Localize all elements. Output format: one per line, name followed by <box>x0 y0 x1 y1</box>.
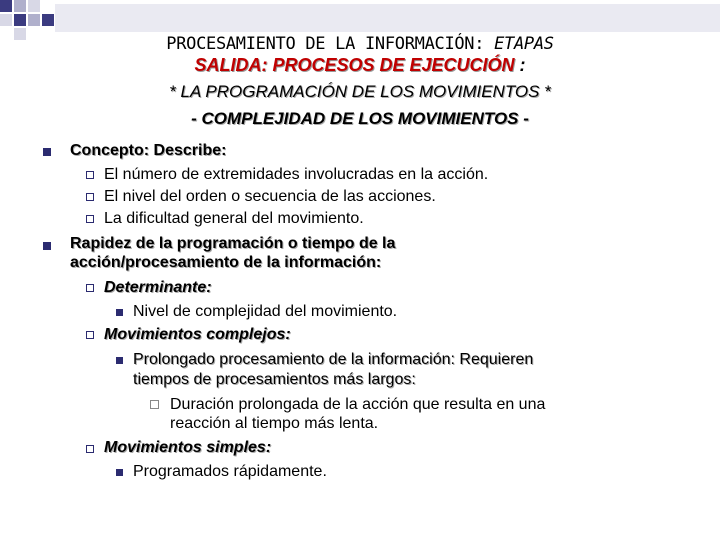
hollow-square-bullet-icon <box>86 445 94 453</box>
heading-programacion: * LA PROGRAMACIÓN DE LOS MOVIMIENTOS * <box>169 82 551 101</box>
hollow-square-bullet-icon <box>86 215 94 223</box>
square-bullet-icon <box>43 242 51 250</box>
deco-square <box>42 14 54 26</box>
complejos-sub-line-1: Duración prolongada de la acción que resulta en una <box>170 396 546 413</box>
deco-square <box>28 14 40 26</box>
hollow-square-bullet-icon <box>86 284 94 292</box>
subtitle-text: SALIDA: PROCESOS DE EJECUCIÓN <box>194 55 515 75</box>
hollow-square-bullet-icon <box>86 193 94 201</box>
deco-square <box>14 14 26 26</box>
concepto-item-1: El número de extremidades involucradas en la acción. <box>104 166 489 183</box>
hollow-square-bullet-icon <box>86 171 94 179</box>
header-band <box>55 4 720 32</box>
determinante-item: Nivel de complejidad del movimiento. <box>133 303 398 320</box>
deco-square <box>14 0 26 12</box>
square-bullet-icon <box>116 309 123 316</box>
square-bullet-icon <box>116 469 123 476</box>
concepto-item-2: El nivel del orden o secuencia de las acciones. <box>104 188 436 205</box>
hollow-square-bullet-icon <box>86 331 94 339</box>
hollow-square-bullet-icon <box>150 400 159 409</box>
title-emphasis: ETAPAS <box>494 34 554 54</box>
deco-square <box>0 14 12 26</box>
deco-square <box>0 0 12 12</box>
concepto-item-3: La dificultad general del movimiento. <box>104 210 364 227</box>
concepto-heading: Concepto: Describe: <box>70 142 227 159</box>
simples-item: Programados rápidamente. <box>133 463 327 480</box>
determinante-label: Determinante: <box>104 279 212 296</box>
simples-label: Movimientos simples: <box>104 439 272 456</box>
complejos-item-line-2: tiempos de procesamientos más largos: <box>133 371 416 388</box>
rapidez-heading-2: acción/procesamiento de la información: <box>70 254 382 271</box>
title-main: PROCESAMIENTO DE LA INFORMACIÓN: <box>166 34 495 54</box>
complejos-sub-line-2: reacción al tiempo más lenta. <box>170 415 379 432</box>
slide-title <box>0 34 720 54</box>
subtitle-colon: : <box>514 55 526 75</box>
square-bullet-icon <box>116 357 123 364</box>
slide-subtitle <box>0 55 720 76</box>
complejos-item-line-1: Prolongado procesamiento de la información: Requieren <box>133 351 534 368</box>
complejos-label: Movimientos complejos: <box>104 326 291 343</box>
rapidez-heading-1: Rapidez de la programación o tiempo de la <box>70 235 396 252</box>
heading-complejidad: - COMPLEJIDAD DE LOS MOVIMIENTOS - <box>191 109 529 128</box>
square-bullet-icon <box>43 148 51 156</box>
deco-square <box>28 0 40 12</box>
